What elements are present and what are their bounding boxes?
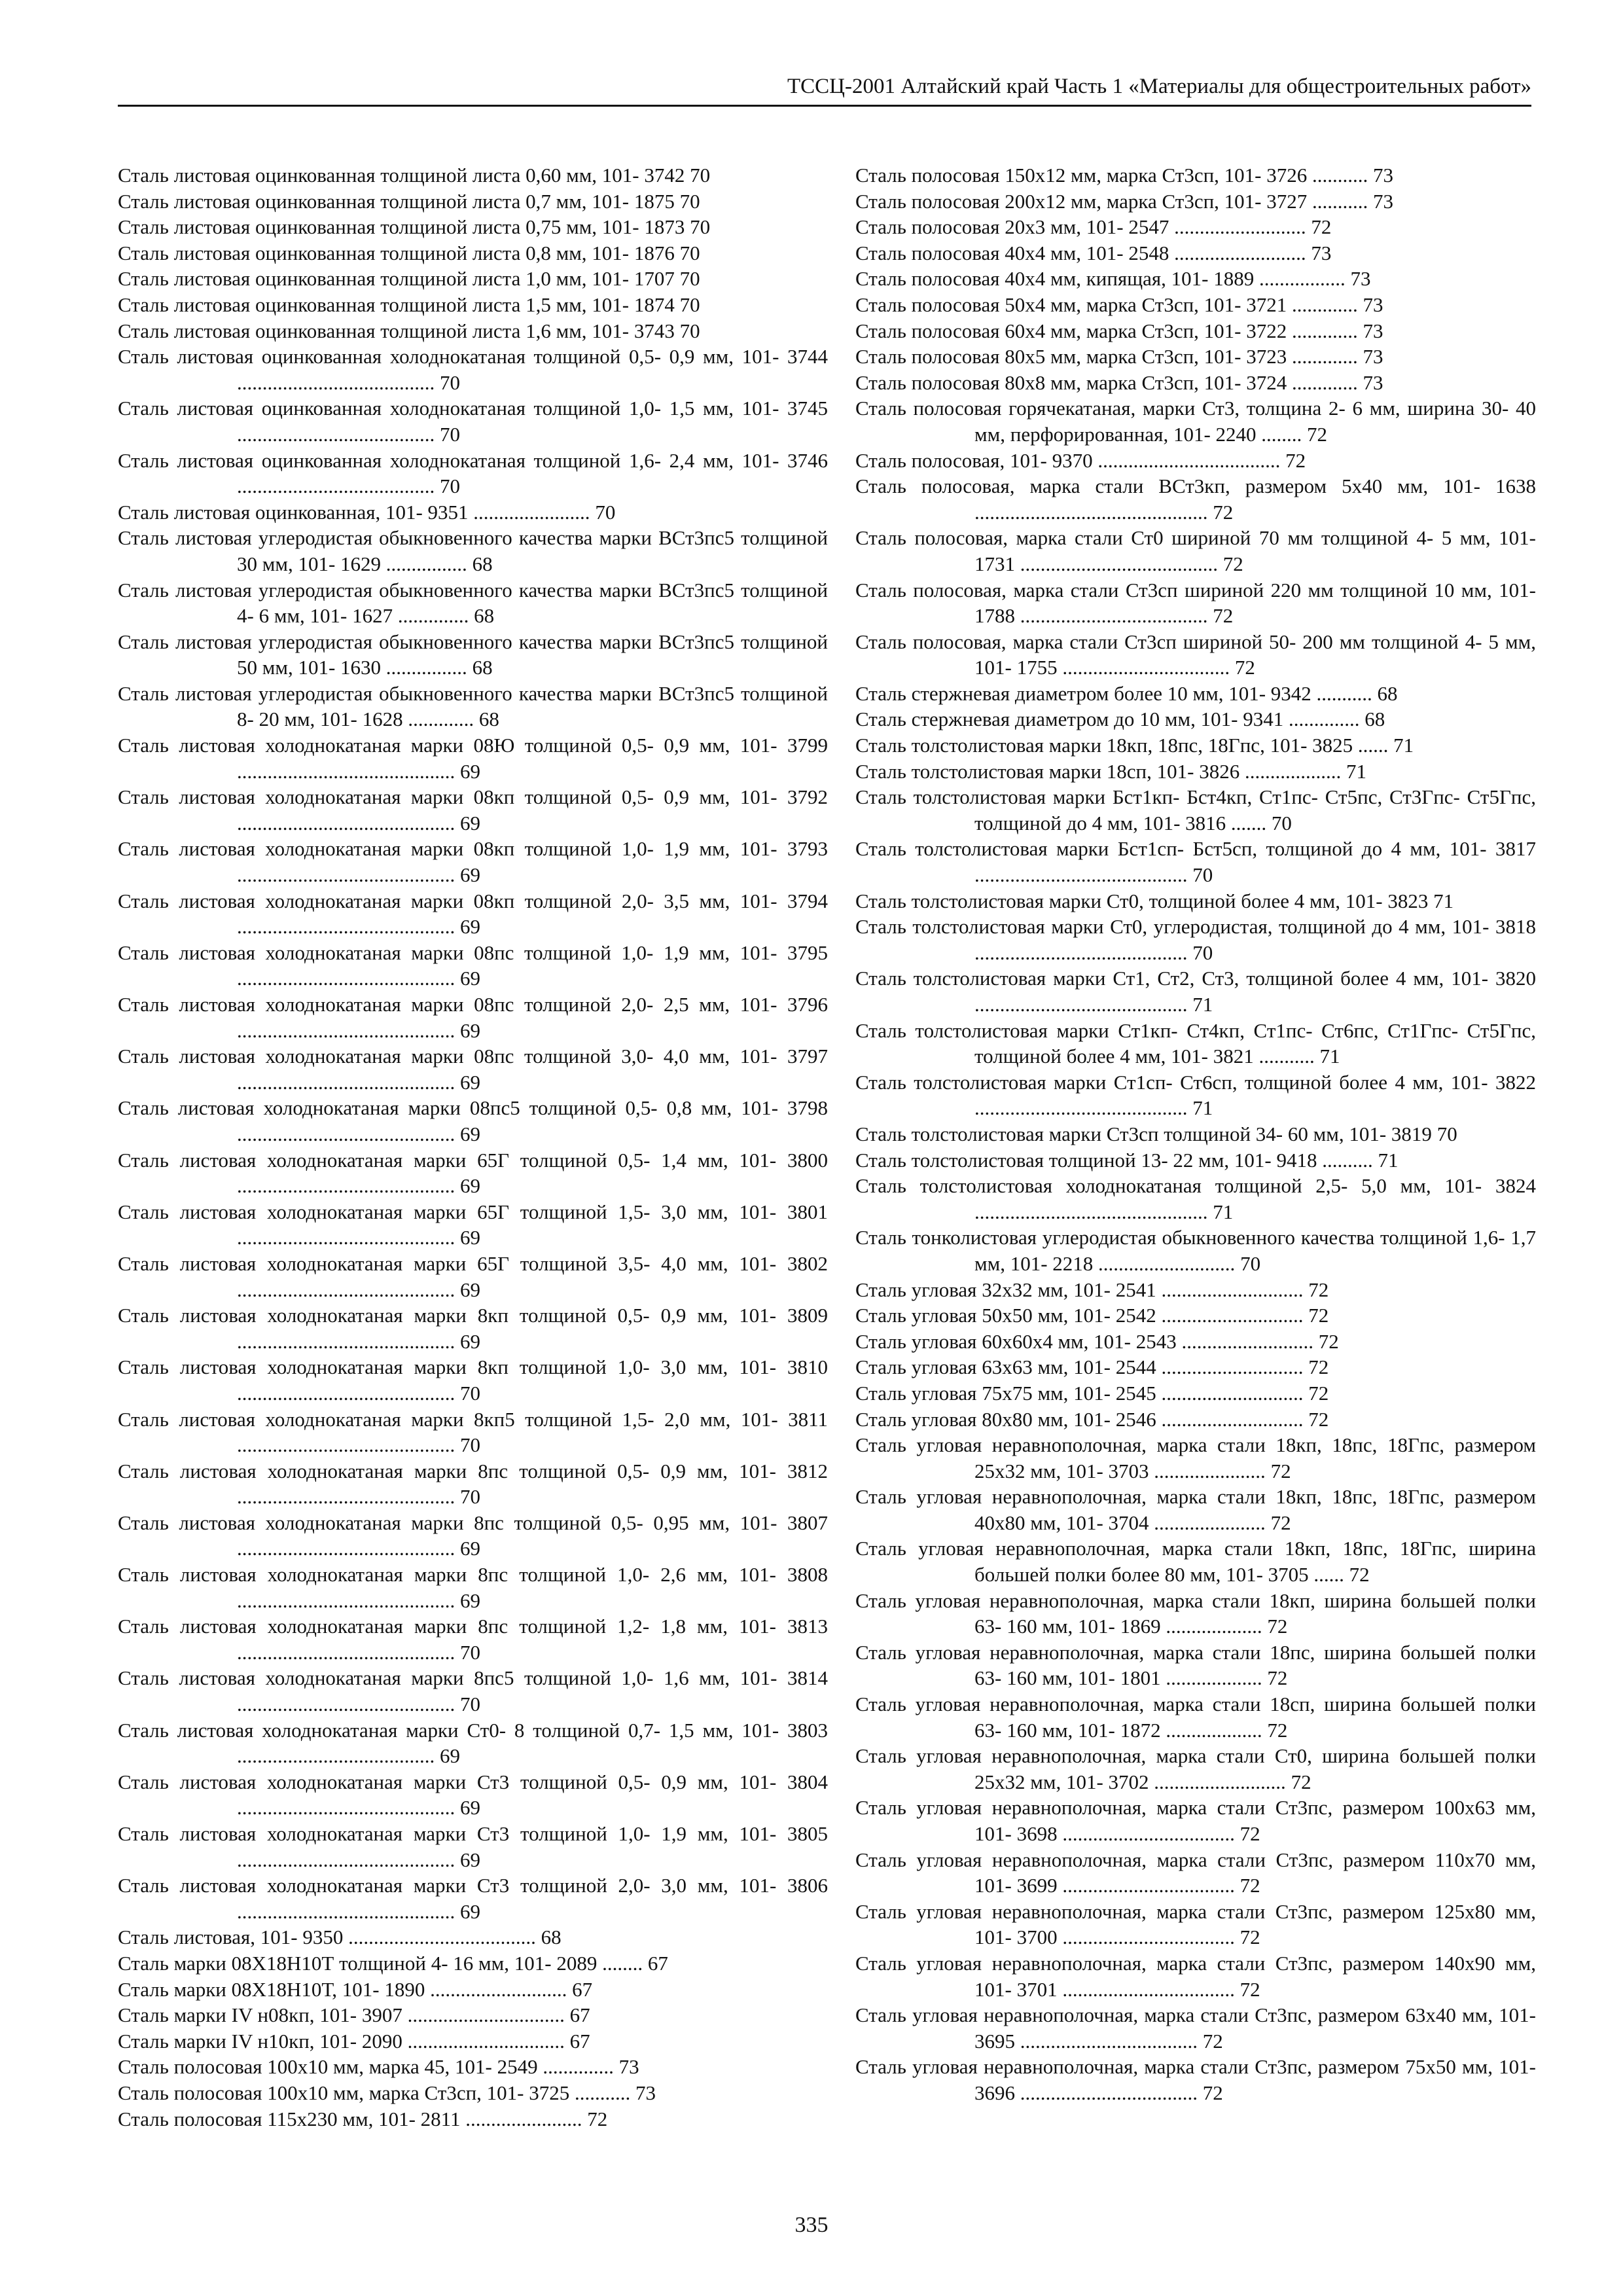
index-entry-text: Сталь полосовая 100х10 мм, марка Ст3сп, 101- 3725 ........... [118, 2081, 631, 2104]
index-entry [118, 214, 828, 240]
index-entry-page: 69 [440, 1744, 460, 1768]
index-entry-page: 73 [1373, 189, 1393, 213]
index-entry-text: Сталь угловая 60х60х4 мм, 101- 2543 .......................... [855, 1329, 1313, 1353]
index-entry [855, 1640, 1536, 1691]
index-entry-page: 72 [1291, 1770, 1311, 1793]
index-entry-page: 71 [1378, 1148, 1399, 1172]
index-entry-text: Сталь листовая холоднокатаная марки 65Г толщиной 0,5- 1,4 мм, 101- 3800 ........................................... [118, 1148, 828, 1198]
index-entry-text: Сталь стержневая диаметром более 10 мм, 101- 9342 ........... [855, 681, 1372, 705]
index-entry-page: 73 [1311, 241, 1332, 264]
index-entry [855, 2002, 1536, 2054]
index-entry [118, 395, 828, 447]
index-entry-page: 73 [1363, 345, 1383, 368]
index-entry-page: 69 [460, 1329, 480, 1353]
index-entry-page: 70 [679, 293, 700, 316]
index-entry-page: 72 [1240, 1977, 1260, 2001]
index-entry [855, 836, 1536, 888]
index-entry-text: Сталь толстолистовая холоднокатаная толщиной 2,5- 5,0 мм, 101- 3824 .............................................. [855, 1174, 1536, 1223]
index-entry [855, 1173, 1536, 1225]
index-entry-text: Сталь марки 08Х18Н10Т толщиной 4- 16 мм, 101- 2089 ........ [118, 1951, 643, 1975]
index-entry-page: 70 [460, 1433, 480, 1457]
index-entry [855, 1535, 1536, 1587]
index-entry [855, 1743, 1536, 1795]
index-entry [118, 1407, 828, 1458]
index-entry [118, 2028, 828, 2054]
index-entry-page: 70 [1436, 1122, 1457, 1145]
index-entry [855, 1121, 1536, 1147]
index-entry [855, 1795, 1536, 1846]
index-entry-text: Сталь полосовая 150х12 мм, марка Ст3сп, 101- 3726 ........... [855, 164, 1368, 187]
index-entry-text: Сталь листовая углеродистая обыкновенного качества марки ВСт3пс5 толщиной 30 мм, 101- 1629 ................ [118, 526, 828, 575]
index-entry-page: 73 [618, 2055, 639, 2079]
index-entry [118, 266, 828, 292]
index-entry [855, 965, 1536, 1017]
index-entry-text: Сталь листовая холоднокатаная марки 08кп толщиной 0,5- 0,9 мм, 101- 3792 ........................................... [118, 785, 828, 834]
index-entry [855, 473, 1536, 525]
index-entry-page: 71 [1433, 889, 1454, 912]
index-entry-text: Сталь угловая 63х63 мм, 101- 2544 ............................ [855, 1355, 1304, 1379]
index-entry-text: Сталь листовая холоднокатаная марки 65Г толщиной 1,5- 3,0 мм, 101- 3801 ........................................... [118, 1200, 828, 1249]
index-entry-page: 68 [472, 552, 493, 575]
index-entry-text: Сталь тонколистовая углеродистая обыкновенного качества толщиной 1,6- 1,7 мм, 101- 2218 ........................... [855, 1226, 1536, 1275]
index-entry-page: 70 [679, 267, 700, 291]
index-entry-page: 68 [472, 656, 493, 679]
index-entry-page: 70 [460, 1640, 480, 1664]
index-entry-page: 70 [440, 370, 460, 394]
index-entry [118, 1043, 828, 1095]
index-entry-text: Сталь толстолистовая толщиной 13- 22 мм, 101- 9418 .......... [855, 1148, 1373, 1172]
index-entry-page: 67 [569, 2003, 590, 2027]
index-entry-page: 68 [474, 604, 495, 628]
index-entry [118, 2002, 828, 2028]
index-entry [118, 1873, 828, 1924]
index-entry-text: Сталь листовая оцинкованная толщиной листа 1,0 мм, 101- 1707 [118, 267, 675, 291]
index-entry [118, 1950, 828, 1977]
index-entry-page: 70 [679, 241, 700, 264]
index-entry-page: 72 [1318, 1329, 1339, 1353]
index-entry [855, 162, 1536, 188]
index-entry [855, 577, 1536, 629]
index-entry [855, 1380, 1536, 1407]
index-entry [118, 1510, 828, 1562]
index-entry-text: Сталь угловая неравнополочная, марка стали 18пс, ширина большей полки 63- 160 мм, 101- 1801 ................... [855, 1640, 1536, 1690]
index-entry-text: Сталь угловая неравнополочная, марка стали 18кп, 18пс, 18Гпс, размером 25х32 мм, 101- 3703 ...................... [855, 1433, 1536, 1482]
index-entry-text: Сталь марки IV н08кп, 101- 3907 ............................... [118, 2003, 565, 2027]
index-entry-text: Сталь листовая оцинкованная, 101- 9351 ....................... [118, 500, 590, 524]
index-entry-page: 69 [460, 1122, 480, 1145]
index-entry [118, 888, 828, 940]
index-entry-page: 72 [1240, 1926, 1260, 1949]
index-entry-page: 72 [1202, 2081, 1223, 2104]
index-entry-text: Сталь угловая неравнополочная, марка стали 18кп, 18пс, 18Гпс, ширина большей полки более 80 мм, 101- 3705 ...... [855, 1537, 1536, 1587]
index-entry-page: 73 [635, 2081, 656, 2104]
index-entry [118, 992, 828, 1043]
index-entry [118, 1095, 828, 1147]
index-entry-page: 69 [460, 1899, 480, 1923]
index-entry-text: Сталь листовая, 101- 9350 ..................................... [118, 1926, 536, 1949]
index-entry [118, 940, 828, 992]
index-entry-page: 72 [1240, 1822, 1260, 1845]
index-entry-page: 70 [460, 1485, 480, 1509]
index-entry-page: 69 [460, 811, 480, 834]
index-entry-text: Сталь полосовая 80х5 мм, марка Ст3сп, 101- 3723 ............. [855, 345, 1358, 368]
index-entry-text: Сталь толстолистовая марки Ст1, Ст2, Ст3, толщиной более 4 мм, 101- 3820 .......................................... [855, 967, 1536, 1016]
index-entry-page: 72 [1213, 500, 1234, 524]
index-column-left [118, 162, 828, 2132]
index-entry-text: Сталь листовая холоднокатаная марки 08кп толщиной 1,0- 1,9 мм, 101- 3793 ........................................... [118, 837, 828, 887]
index-entry [118, 629, 828, 681]
index-entry-text: Сталь листовая холоднокатаная марки 08пс толщиной 3,0- 4,0 мм, 101- 3797 ........................................... [118, 1045, 828, 1094]
index-entry [118, 162, 828, 188]
index-entry-page: 70 [1271, 811, 1292, 834]
index-entry-text: Сталь листовая холоднокатаная марки 08Ю толщиной 0,5- 0,9 мм, 101- 3799 ........................................... [118, 734, 828, 783]
index-entry [118, 2106, 828, 2132]
index-entry-text: Сталь угловая 32х32 мм, 101- 2541 ............................ [855, 1278, 1304, 1301]
index-entry-text: Сталь полосовая, марка стали ВСт3кп, размером 5х40 мм, 101- 1638 .............................................. [855, 475, 1536, 524]
index-entry-page: 69 [460, 863, 480, 887]
index-entry-page: 70 [1240, 1251, 1261, 1275]
index-entry-text: Сталь угловая неравнополочная, марка стали 18сп, ширина большей полки 63- 160 мм, 101- 1872 ................... [855, 1693, 1536, 1742]
index-entry-page: 72 [1222, 552, 1243, 575]
index-entry-page: 68 [1377, 681, 1398, 705]
page-number: 335 [794, 2213, 829, 2237]
index-entry [855, 1847, 1536, 1899]
index-entry-page: 69 [460, 1588, 480, 1612]
index-entry [855, 784, 1536, 836]
index-entry-page: 68 [541, 1926, 562, 1949]
index-entry-page: 72 [1308, 1381, 1329, 1405]
index-entry-page: 70 [460, 1381, 480, 1405]
index-entry-text: Сталь угловая 80х80 мм, 101- 2546 ............................ [855, 1407, 1304, 1431]
index-entry-page: 69 [460, 1070, 480, 1094]
index-entry [118, 784, 828, 836]
index-entry-page: 70 [595, 500, 616, 524]
index-entry-page: 71 [1346, 759, 1366, 783]
index-entry-page: 72 [1202, 2029, 1223, 2053]
index-entry-text: Сталь полосовая 115х230 мм, 101- 2811 ....................... [118, 2107, 582, 2130]
index-entry-text: Сталь полосовая 40х4 мм, 101- 2548 .......................... [855, 241, 1306, 264]
index-entry [118, 1717, 828, 1769]
index-entry [855, 266, 1536, 292]
index-entry [118, 318, 828, 344]
index-entry [855, 448, 1536, 474]
index-entry-page: 69 [460, 967, 480, 990]
index-entry-text: Сталь угловая неравнополочная, марка стали Ст3пс, размером 100х63 мм, 101- 3698 .................................. [855, 1796, 1536, 1845]
index-entry-page: 72 [1234, 656, 1255, 679]
index-entry-text: Сталь листовая оцинкованная толщиной листа 1,5 мм, 101- 1874 [118, 293, 675, 316]
index-entry [118, 1147, 828, 1199]
index-entry-text: Сталь полосовая 60х4 мм, марка Ст3сп, 101- 3722 ............. [855, 319, 1358, 342]
index-entry [855, 1018, 1536, 1069]
index-entry-text: Сталь марки IV н10кп, 101- 2090 ............................... [118, 2029, 565, 2053]
index-entry [118, 448, 828, 499]
index-entry-page: 72 [1267, 1666, 1288, 1690]
index-entry-page: 69 [460, 1018, 480, 1042]
index-entry-text: Сталь листовая оцинкованная толщиной листа 0,8 мм, 101- 1876 [118, 241, 675, 264]
index-entry-text: Сталь толстолистовая марки Ст1кп- Ст4кп, Ст1пс- Ст6пс, Ст1Гпс- Ст5Гпс, толщиной более 4 мм, 101- 3821 ........... [855, 1018, 1536, 1068]
index-entry [118, 188, 828, 215]
index-entry-page: 71 [1192, 1096, 1213, 1120]
index-entry-page: 70 [690, 215, 711, 239]
index-entry [118, 1821, 828, 1873]
index-entry [855, 1277, 1536, 1303]
index-entry-page: 69 [460, 1174, 480, 1198]
index-entry-text: Сталь листовая оцинкованная холоднокатаная толщиной 0,5- 0,9 мм, 101- 3744 ....................................... [118, 345, 828, 394]
index-entry-text: Сталь листовая холоднокатаная марки Ст3 толщиной 2,0- 3,0 мм, 101- 3806 ........................................... [118, 1874, 828, 1923]
index-entry-page: 71 [1213, 1200, 1234, 1223]
index-entry-text: Сталь угловая неравнополочная, марка стали Ст3пс, размером 110х70 мм, 101- 3699 .................................. [855, 1848, 1536, 1897]
index-entry [855, 1691, 1536, 1743]
index-entry-text: Сталь угловая 50х50 мм, 101- 2542 ............................ [855, 1304, 1304, 1327]
index-entry-page: 70 [679, 319, 700, 342]
index-entry-text: Сталь толстолистовая марки Бст1кп- Бст4кп, Ст1пс- Ст5пс, Ст3Гпс- Ст5Гпс, толщиной до 4 мм, 101- 3816 ....... [855, 785, 1536, 834]
index-entry-text: Сталь полосовая, марка стали Ст0 шириной 70 мм толщиной 4- 5 мм, 101- 1731 ....................................... [855, 526, 1536, 575]
index-entry [118, 732, 828, 784]
index-entry [855, 188, 1536, 215]
index-entry [855, 1302, 1536, 1329]
index-entry [855, 1329, 1536, 1355]
index-entry-page: 70 [1192, 863, 1213, 887]
index-entry [855, 240, 1536, 266]
index-entry-text: Сталь угловая неравнополочная, марка стали Ст0, ширина большей полки 25х32 мм, 101- 3702 .......................... [855, 1744, 1536, 1793]
index-entry-text: Сталь листовая холоднокатаная марки 08пс толщиной 2,0- 2,5 мм, 101- 3796 ........................................... [118, 993, 828, 1042]
index-entry [118, 1354, 828, 1406]
index-entry [855, 2054, 1536, 2106]
index-entry-text: Сталь полосовая 20х3 мм, 101- 2547 .......................... [855, 215, 1306, 239]
index-entry-page: 69 [460, 759, 480, 783]
index-entry [118, 240, 828, 266]
index-entry [118, 525, 828, 577]
index-entry [855, 629, 1536, 681]
index-entry-text: Сталь листовая углеродистая обыкновенного качества марки ВСт3пс5 толщиной 4- 6 мм, 101- 1627 .............. [118, 578, 828, 628]
index-entry-page: 72 [1267, 1718, 1288, 1742]
index-entry [118, 836, 828, 888]
index-entry-page: 68 [478, 708, 499, 731]
index-entry-page: 67 [572, 1977, 593, 2001]
index-entry-page: 68 [1364, 708, 1385, 731]
index-entry-text: Сталь листовая холоднокатаная марки 8кп толщиной 0,5- 0,9 мм, 101- 3809 ........................................... [118, 1304, 828, 1353]
index-entry [118, 1199, 828, 1251]
index-entry-text: Сталь полосовая, 101- 9370 .................................... [855, 448, 1281, 472]
index-entry [118, 681, 828, 732]
index-entry [855, 732, 1536, 759]
index-entry-text: Сталь полосовая 40х4 мм, кипящая, 101- 1889 ................. [855, 267, 1346, 291]
index-entry-page: 67 [569, 2029, 590, 2053]
index-entry-page: 72 [1349, 1563, 1370, 1587]
index-entry-text: Сталь листовая холоднокатаная марки 8кп толщиной 1,0- 3,0 мм, 101- 3810 ........................................... [118, 1355, 828, 1405]
index-entry-page: 70 [460, 1693, 480, 1716]
index-entry [855, 1950, 1536, 2002]
index-entry-text: Сталь полосовая, марка стали Ст3сп шириной 50- 200 мм толщиной 4- 5 мм, 101- 1755 ................................. [855, 630, 1536, 679]
index-entry-page: 70 [1192, 941, 1213, 964]
index-entry [118, 292, 828, 318]
index-entry-page: 72 [1270, 1459, 1291, 1482]
index-entry-page: 67 [647, 1951, 668, 1975]
index-entry-text: Сталь листовая оцинкованная толщиной листа 1,6 мм, 101- 3743 [118, 319, 675, 342]
index-entry [855, 888, 1536, 914]
index-entry [855, 214, 1536, 240]
index-entry-text: Сталь угловая 75х75 мм, 101- 2545 ............................ [855, 1381, 1304, 1405]
index-entry-text: Сталь полосовая 50х4 мм, марка Ст3сп, 101- 3721 ............. [855, 293, 1358, 316]
index-entry [855, 1484, 1536, 1535]
index-entry [118, 577, 828, 629]
index-entry-text: Сталь угловая неравнополочная, марка стали Ст3пс, размером 140х90 мм, 101- 3701 .................................. [855, 1951, 1536, 2001]
index-entry-text: Сталь толстолистовая марки Ст1сп- Ст6сп, толщиной более 4 мм, 101- 3822 .......................................... [855, 1070, 1536, 1120]
index-entry-page: 73 [1363, 370, 1383, 394]
index-entry-text: Сталь листовая оцинкованная толщиной листа 0,75 мм, 101- 1873 [118, 215, 685, 239]
index-entry [118, 1458, 828, 1510]
index-entry-text: Сталь полосовая 80х8 мм, марка Ст3сп, 101- 3724 ............. [855, 370, 1358, 394]
index-entry [855, 681, 1536, 707]
index-entry-text: Сталь листовая углеродистая обыкновенного качества марки ВСт3пс5 толщиной 8- 20 мм, 101- 1628 ............. [118, 681, 828, 731]
index-entry-text: Сталь листовая холоднокатаная марки Ст3 толщиной 0,5- 0,9 мм, 101- 3804 ........................................... [118, 1770, 828, 1820]
index-entry [855, 914, 1536, 965]
index-entry-text: Сталь марки 08Х18Н10Т, 101- 1890 ........................... [118, 1977, 567, 2001]
index-entry-page: 73 [1373, 164, 1393, 187]
index-entry-page: 70 [679, 189, 700, 213]
index-entry [855, 370, 1536, 396]
index-entry-text: Сталь листовая холоднокатаная марки 08пс толщиной 1,0- 1,9 мм, 101- 3795 ........................................... [118, 941, 828, 990]
index-entry-page: 72 [1308, 1355, 1329, 1379]
page-header [118, 71, 1531, 107]
index-entry-text: Сталь листовая холоднокатаная марки 08кп толщиной 2,0- 3,5 мм, 101- 3794 ........................................... [118, 889, 828, 939]
index-entry-page: 69 [460, 1278, 480, 1301]
index-entry-text: Сталь листовая оцинкованная холоднокатаная толщиной 1,0- 1,5 мм, 101- 3745 ....................................... [118, 397, 828, 446]
index-entry-text: Сталь толстолистовая марки 18сп, 101- 3826 ................... [855, 759, 1342, 783]
index-entry-text: Сталь листовая холоднокатаная марки Ст3 толщиной 1,0- 1,9 мм, 101- 3805 ........................................... [118, 1822, 828, 1871]
index-entry [855, 1432, 1536, 1484]
index-entry-page: 72 [1213, 604, 1234, 628]
index-entry-page: 73 [1363, 319, 1383, 342]
index-entry-text: Сталь листовая холоднокатаная марки 65Г толщиной 3,5- 4,0 мм, 101- 3802 ........................................... [118, 1251, 828, 1301]
index-entry-page: 72 [1308, 1304, 1329, 1327]
index-entry-text: Сталь листовая холоднокатаная марки 8пс5 толщиной 1,0- 1,6 мм, 101- 3814 ........................................... [118, 1666, 828, 1716]
index-entry-page: 72 [1308, 1278, 1329, 1301]
index-entry-page: 72 [1311, 215, 1332, 239]
index-entry [118, 499, 828, 526]
index-entry-text: Сталь угловая неравнополочная, марка стали Ст3пс, размером 125х80 мм, 101- 3700 .................................. [855, 1899, 1536, 1949]
index-entry-text: Сталь листовая холоднокатаная марки 8пс толщиной 0,5- 0,9 мм, 101- 3812 ........................................... [118, 1459, 828, 1509]
index-entry-page: 71 [1393, 734, 1414, 757]
index-column-right [855, 162, 1536, 2106]
index-entry [118, 1665, 828, 1717]
index-entry [118, 344, 828, 395]
index-entry [855, 1354, 1536, 1380]
index-entry-text: Сталь угловая неравнополочная, марка стали 18кп, 18пс, 18Гпс, размером 40х80 мм, 101- 3704 ...................... [855, 1485, 1536, 1534]
header-title: ТССЦ-2001 Алтайский край Часть 1 «Материалы для общестроительных работ» [787, 75, 1531, 98]
index-entry-text: Сталь полосовая 100х10 мм, марка 45, 101- 2549 .............. [118, 2055, 614, 2079]
index-entry-text: Сталь листовая холоднокатаная марки 08пс5 толщиной 0,5- 0,8 мм, 101- 3798 ........................................... [118, 1096, 828, 1145]
index-entry-page: 70 [440, 475, 460, 498]
index-entry [855, 1147, 1536, 1174]
index-entry-page: 69 [460, 915, 480, 939]
index-entry-text: Сталь полосовая, марка стали Ст3сп шириной 220 мм толщиной 10 мм, 101- 1788 ..................................... [855, 578, 1536, 628]
index-entry [118, 1769, 828, 1821]
index-entry-text: Сталь угловая неравнополочная, марка стали Ст3пс, размером 63х40 мм, 101- 3695 ................................... [855, 2003, 1536, 2053]
index-entry-page: 72 [587, 2107, 608, 2130]
index-entry [855, 1407, 1536, 1433]
index-entry [855, 344, 1536, 370]
index-entry-text: Сталь толстолистовая марки 18кп, 18пс, 18Гпс, 101- 3825 ...... [855, 734, 1389, 757]
index-entry-text: Сталь листовая оцинкованная толщиной листа 0,7 мм, 101- 1875 [118, 189, 675, 213]
index-entry-text: Сталь листовая холоднокатаная марки Ст0- 8 толщиной 0,7- 1,5 мм, 101- 3803 ....................................... [118, 1718, 828, 1768]
index-entry-text: Сталь толстолистовая марки Бст1сп- Бст5сп, толщиной до 4 мм, 101- 3817 .......................................... [855, 837, 1536, 887]
index-entry-page: 71 [1319, 1045, 1340, 1068]
index-entry-text: Сталь угловая неравнополочная, марка стали Ст3пс, размером 75х50 мм, 101- 3696 ................................... [855, 2055, 1536, 2104]
index-entry [855, 395, 1536, 447]
index-entry-page: 72 [1267, 1615, 1288, 1638]
index-entry [855, 1069, 1536, 1121]
index-entry [118, 2054, 828, 2080]
index-entry-text: Сталь листовая углеродистая обыкновенного качества марки ВСт3пс5 толщиной 50 мм, 101- 1630 ................ [118, 630, 828, 679]
index-entry-text: Сталь листовая холоднокатаная марки 8пс толщиной 0,5- 0,95 мм, 101- 3807 ........................................... [118, 1511, 828, 1560]
index-entry-page: 69 [460, 1848, 480, 1871]
index-entry [118, 1924, 828, 1950]
index-entry-page: 73 [1350, 267, 1371, 291]
index-entry-page: 69 [460, 1226, 480, 1249]
index-entry-text: Сталь полосовая 200х12 мм, марка Ст3сп, 101- 3727 ........... [855, 189, 1368, 213]
index-entry [118, 2080, 828, 2106]
index-entry-page: 69 [460, 1537, 480, 1560]
index-entry-text: Сталь листовая оцинкованная толщиной листа 0,60 мм, 101- 3742 [118, 164, 685, 187]
index-entry-page: 72 [1307, 422, 1328, 446]
index-entry-text: Сталь толстолистовая марки Ст3сп толщиной 34- 60 мм, 101- 3819 [855, 1122, 1432, 1145]
index-entry [118, 1562, 828, 1613]
index-entry-text: Сталь листовая холоднокатаная марки 8пс толщиной 1,0- 2,6 мм, 101- 3808 ........................................... [118, 1563, 828, 1612]
index-entry-text: Сталь толстолистовая марки Ст0, углеродистая, толщиной до 4 мм, 101- 3818 .......................................... [855, 915, 1536, 964]
index-entry [855, 706, 1536, 732]
index-entry-page: 71 [1192, 993, 1213, 1016]
index-entry [118, 1251, 828, 1302]
index-entry-text: Сталь листовая холоднокатаная марки 8пс толщиной 1,2- 1,8 мм, 101- 3813 ........................................... [118, 1615, 828, 1664]
index-entry-page: 70 [440, 422, 460, 446]
index-entry-page: 72 [1308, 1407, 1329, 1431]
index-entry [855, 759, 1536, 785]
index-entry-text: Сталь толстолистовая марки Ст0, толщиной более 4 мм, 101- 3823 [855, 889, 1429, 912]
index-entry-page: 72 [1285, 448, 1306, 472]
index-entry-text: Сталь листовая холоднокатаная марки 8кп5 толщиной 1,5- 2,0 мм, 101- 3811 ........................................... [118, 1407, 828, 1457]
index-entry-page: 72 [1240, 1874, 1260, 1897]
index-entry-page: 70 [690, 164, 711, 187]
index-entry-text: Сталь листовая оцинкованная холоднокатаная толщиной 1,6- 2,4 мм, 101- 3746 ....................................... [118, 448, 828, 498]
index-entry [118, 1302, 828, 1354]
index-entry-page: 72 [1270, 1511, 1291, 1534]
index-entry-text: Сталь угловая неравнополочная, марка стали 18кп, ширина большей полки 63- 160 мм, 101- 1869 ................... [855, 1588, 1536, 1638]
index-entry [855, 525, 1536, 577]
index-entry [118, 1613, 828, 1665]
index-entry [118, 1977, 828, 2003]
index-entry-page: 73 [1363, 293, 1383, 316]
index-entry [855, 1588, 1536, 1640]
index-entry [855, 1225, 1536, 1276]
index-entry-text: Сталь полосовая горячекатаная, марки Ст3, толщина 2- 6 мм, ширина 30- 40 мм, перфорированная, 101- 2240 ........ [855, 397, 1536, 446]
index-entry [855, 292, 1536, 318]
index-entry-text: Сталь стержневая диаметром до 10 мм, 101- 9341 .............. [855, 708, 1360, 731]
index-entry [855, 318, 1536, 344]
index-entry [855, 1899, 1536, 1950]
index-entry-page: 69 [460, 1796, 480, 1820]
